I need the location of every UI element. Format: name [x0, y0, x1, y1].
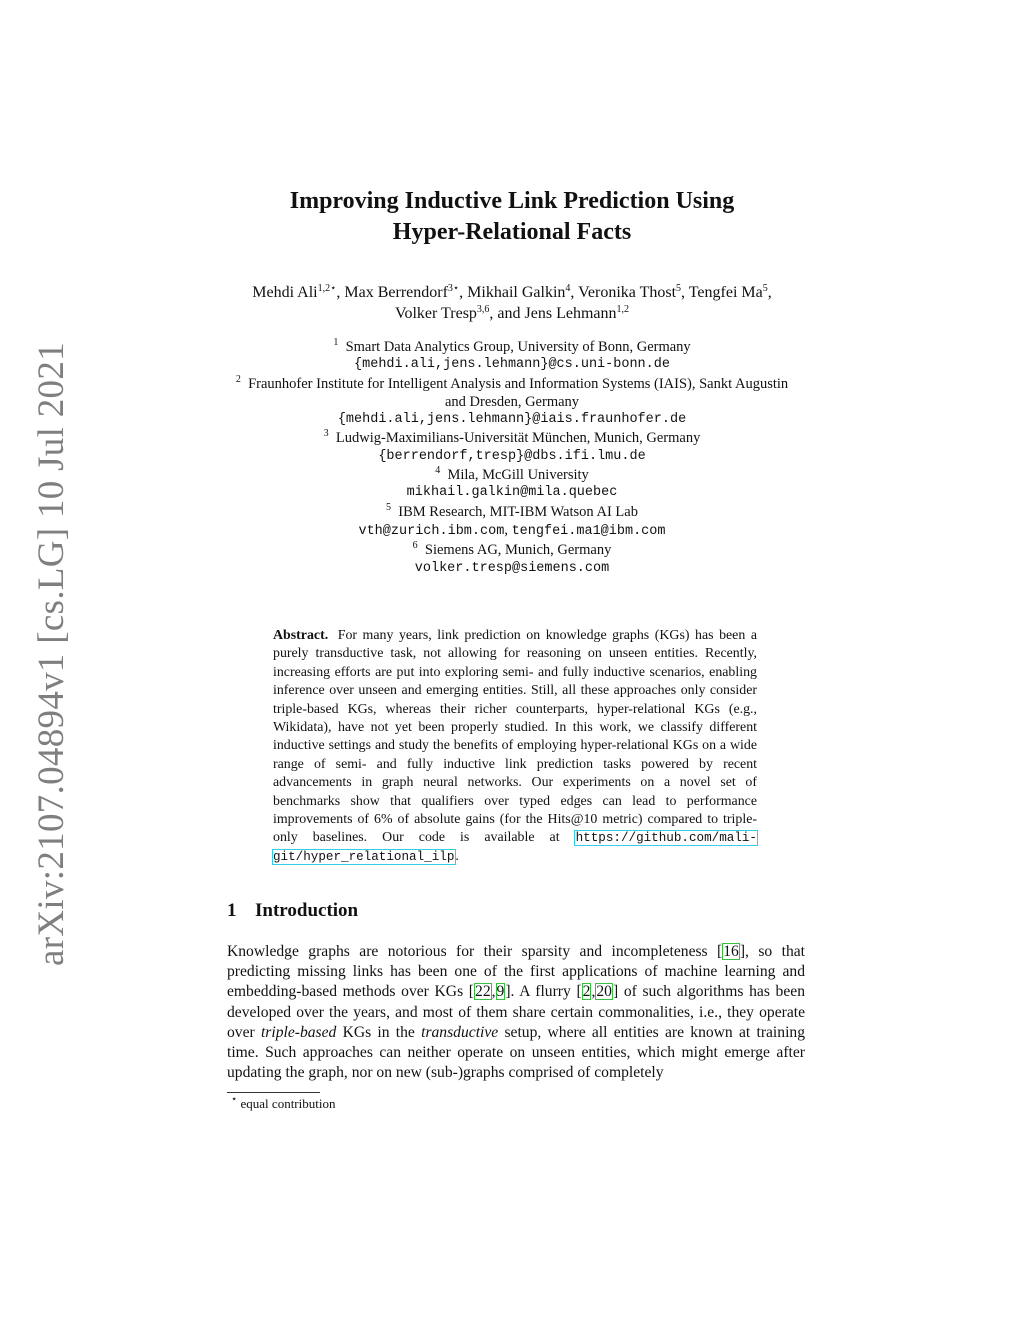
author-name: Jens Lehmann: [524, 305, 617, 322]
author-line-1: Mehdi Ali$^{1,2⋆}$, Max Berrendorf$^{3⋆}$, Mikhail Galkin$^4$, Veronika Thost$^5$, Tengfei Ma$^5$,: [252, 283, 772, 301]
citation-link[interactable]: 16: [723, 943, 739, 960]
affiliation-number: 1: [333, 337, 339, 348]
footnote-text: equal contribution: [240, 1096, 336, 1111]
affiliation-email[interactable]: {berrendorf,tresp}@dbs.ifi.lmu.de: [378, 448, 646, 464]
citation-link[interactable]: 9: [496, 983, 505, 1001]
author-name: Volker Tresp: [394, 305, 477, 322]
author-affil-mark: 3⋆: [447, 283, 460, 294]
affiliation-3: [0, 429, 1024, 447]
affiliation-number: 4: [435, 465, 441, 477]
paper-title: [0, 186, 1024, 248]
section-number: 1: [227, 900, 237, 921]
author-affil-mark: 5: [676, 283, 682, 294]
title-line-2: Hyper-Relational Facts: [392, 219, 632, 245]
author-name: Mehdi Ali: [252, 284, 318, 301]
section-title: Introduction: [255, 900, 359, 921]
affiliation-name: Mila, McGill University: [447, 467, 589, 484]
affiliation-6: [0, 541, 1024, 559]
body-text: ] of such algorithms has been developed over the years, and most of them share certain commonalities, i.e., they operate over: [227, 983, 805, 1041]
affiliation-email[interactable]: volker.tresp@siemens.com: [414, 560, 610, 576]
affiliation-1: [0, 338, 1024, 356]
affiliation-number: 2: [235, 373, 241, 385]
affiliation-name: Smart Data Analytics Group, University of Bonn, Germany: [345, 339, 691, 355]
title-line-1: Improving Inductive Link Prediction Using: [289, 188, 735, 214]
body-text: ]. A flurry [: [505, 983, 582, 1001]
affiliation-list: [0, 338, 1024, 578]
introduction-paragraph: [227, 942, 805, 1083]
footnote-divider: [227, 1092, 320, 1093]
affiliation-email[interactable]: tengfei.ma1@ibm.com: [511, 523, 666, 539]
citation-link[interactable]: 22: [475, 983, 491, 1001]
affiliation-email[interactable]: vth@zurich.ibm.com: [358, 523, 505, 539]
author-name: Mikhail Galkin: [467, 284, 566, 301]
author-affil-mark: 3,6: [476, 304, 490, 315]
affiliation-email[interactable]: mikhail.galkin@mila.quebec: [406, 485, 618, 501]
author-affil-mark: 1,2⋆: [317, 283, 337, 294]
affiliation-name: Fraunhofer Institute for Intelligent Analysis and Information Systems (IAIS), Sankt Augustin: [248, 375, 789, 392]
author-name: Max Berrendorf: [344, 284, 448, 301]
author-name: Tengfei Ma: [688, 284, 763, 301]
citation-link[interactable]: 20: [596, 983, 612, 1001]
emphasis-text: transductive: [421, 1023, 499, 1041]
author-affil-mark: 4: [565, 283, 571, 294]
citation-separator: ,: [591, 983, 596, 1001]
affiliation-4: [0, 466, 1024, 484]
abstract-text: For many years, link prediction on knowledge graphs (KGs) has been a purely transductive task, not allowing for reasoning on unseen entities. Recently, increasing efforts are put into exploring semi- and fully inductive scenarios, enabling inference over unseen and emerging entities. Still, all these approaches only consider triple-based KGs, whereas their richer counterparts, hyper-relational KGs (e.g., Wikidata), have not yet been properly studied. In this work, we classify different inductive settings and study the benefits of employing hyper-relational KGs on a wide range of semi- and fully inductive link prediction tasks powered by recent advancements in graph neural networks. Our experiments on a novel set of benchmarks show that qualifiers over typed edges can lead to performance improvements of 6% of absolute gains (for the Hits@10 metric) compared to triple-only baselines. Our code is available at: [273, 628, 757, 846]
arxiv-identifier-stamp: arXiv:2107.04894v1 [cs.LG] 10 Jul 2021: [31, 342, 72, 966]
body-text: Knowledge graphs are notorious for their sparsity and incompleteness [: [227, 943, 723, 960]
affiliation-emails: vth@zurich.ibm.com, tengfei.ma1@ibm.com: [358, 521, 666, 539]
author-list: [0, 282, 1024, 324]
footnote: [231, 1096, 335, 1112]
abstract: [273, 627, 757, 866]
affiliation-2: [0, 375, 1024, 393]
author-line-2: Volker Tresp$^{3,6}$, and Jens Lehmann$^{1,2}$: [394, 304, 630, 322]
affiliation-number: 3: [323, 428, 329, 440]
code-repository-link[interactable]: https://github.com/mali-git/hyper_relational_ilp: [273, 831, 757, 864]
citation-link[interactable]: 2: [582, 983, 591, 1001]
body-text: ], so that predicting missing links has been one of the first applications of machine learning and embedding-based methods over KGs [: [227, 943, 805, 1001]
affiliation-email[interactable]: {mehdi.ali,jens.lehmann}@cs.uni-bonn.de: [354, 357, 670, 373]
author-affil-mark: 5: [762, 283, 768, 294]
body-text: setup, where all entities are known at training time. Such approaches can neither operate on unseen entities, which might emerge after updating the graph, nor on new (sub-)graphs comprised of completely: [227, 1023, 805, 1082]
affiliation-name: Ludwig-Maximilians-Universität München, Munich, Germany: [335, 430, 701, 447]
affiliation-name: IBM Research, MIT-IBM Watson AI Lab: [398, 503, 638, 520]
emphasis-text: triple-based: [260, 1023, 337, 1041]
affiliation-name-continued: and Dresden, Germany: [444, 393, 580, 410]
abstract-end-period: .: [455, 848, 459, 864]
author-name: Veronika Thost: [578, 284, 677, 301]
section-heading: [227, 900, 358, 922]
abstract-label: Abstract.: [273, 628, 329, 643]
author-affil-mark: 1,2: [616, 304, 630, 315]
affiliation-number: 5: [386, 501, 392, 513]
citation-separator: ,: [491, 983, 496, 1001]
affiliation-number: 6: [412, 540, 418, 552]
footnote-mark: ⋆: [231, 1094, 238, 1105]
affiliation-5: [0, 503, 1024, 521]
affiliation-email[interactable]: {mehdi.ali,jens.lehmann}@iais.fraunhofer.de: [337, 412, 687, 428]
body-text: KGs in the: [336, 1023, 422, 1041]
affiliation-name: Siemens AG, Munich, Germany: [424, 542, 612, 559]
